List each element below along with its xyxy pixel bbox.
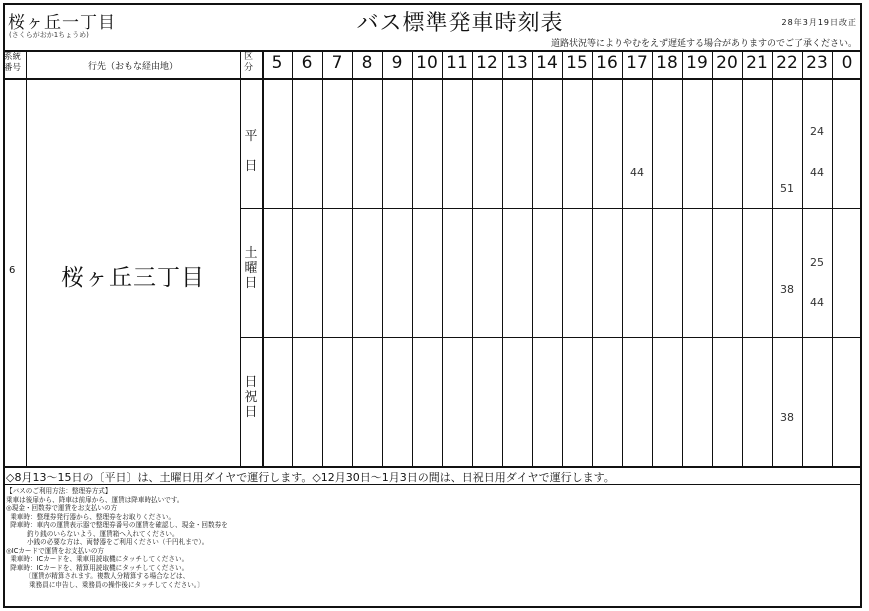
page-title: バス標準発車時刻表 [356, 11, 564, 36]
hour-header: 18 [656, 53, 678, 73]
hour-header: 13 [506, 53, 528, 73]
operation-notice: ◇8月13～15日の〔平日〕は、土曜日用ダイヤで運行します。◇12月30日～1月3日の間は、日祝日用ダイヤで運行します。 [6, 471, 615, 484]
hour-header: 23 [806, 53, 828, 73]
instruction-line: ◎現金・回数券で運賃をお支払いの方 [6, 504, 118, 513]
usage-instructions [6, 487, 228, 590]
departure-time: 51 [780, 182, 794, 195]
revision-date: 28年3月19日改正 [781, 18, 857, 27]
hour-header: 22 [776, 53, 798, 73]
day-type-label: 平日 [244, 129, 258, 174]
departure-time: 44 [630, 166, 644, 179]
hour-header: 11 [446, 53, 468, 73]
instruction-line: 【バスのご利用方法：整理券方式】 [6, 487, 112, 495]
day-type-label: 土曜日 [244, 246, 258, 291]
departure-time: 25 [810, 256, 824, 269]
instruction-line: ◎ICカードで運賃をお支払いの方 [6, 546, 105, 555]
hour-header: 15 [566, 53, 588, 73]
day-type-label: 日祝日 [244, 375, 258, 420]
hour-header: 17 [626, 53, 648, 73]
hour-header: 9 [391, 53, 403, 73]
hour-header: 10 [416, 53, 438, 73]
instruction-line: 小銭の必要な方は、両替器をご利用ください（千円札まで）。 [6, 538, 209, 547]
route-number: 6 [9, 265, 16, 276]
instruction-line: 釣り銭のいらないよう、運賃箱へ入れてください。 [6, 529, 179, 538]
hour-header: 7 [331, 53, 343, 73]
instruction-line: 乗車は後扉から、降車は前扉から、運賃は降車時払いです。 [6, 495, 184, 504]
destination-header: 行先（おもな経由地） [87, 62, 178, 72]
instruction-line: 降車時：ICカードを、精算用読取機にタッチしてください。 [6, 563, 189, 572]
stop-reading: (さくらがおか1ちょうめ) [9, 31, 89, 39]
departure-time: 44 [810, 296, 824, 309]
departure-time: 38 [780, 283, 794, 296]
stop-name: 桜ヶ丘一丁目 [8, 13, 116, 33]
delay-notice: 道路状況等によりやむをえず遅延する場合がありますのでご了承ください。 [550, 39, 857, 49]
route-destination: 桜ヶ丘三丁目 [61, 265, 205, 291]
hour-header: 6 [301, 53, 313, 73]
category-header: 区分 [244, 52, 254, 73]
hour-header: 19 [686, 53, 708, 73]
instruction-line: 〔運賃が精算されます。複数人分精算する場合などは、 [6, 572, 190, 581]
hour-header: 0 [841, 53, 853, 73]
departure-time: 38 [780, 411, 794, 424]
hour-header: 8 [361, 53, 373, 73]
hour-header: 5 [271, 53, 283, 73]
departure-time: 24 [810, 125, 824, 138]
instruction-line: 乗車時：ICカードを、乗車用読取機にタッチしてください。 [6, 555, 189, 564]
route-no-header: 系統番号 [4, 52, 22, 73]
hour-header: 14 [536, 53, 558, 73]
instruction-line: 乗務員に申告し、乗務員の操作後にタッチしてください。〕 [6, 581, 204, 590]
departure-time: 44 [810, 166, 824, 179]
instruction-line: 降車時：車内の運賃表示器で整理券番号の運賃を確認し、現金・回数券を [6, 521, 228, 530]
hour-header: 21 [746, 53, 768, 73]
hour-header: 20 [716, 53, 738, 73]
hour-header: 12 [476, 53, 498, 73]
hour-header: 16 [596, 53, 618, 73]
instruction-line: 乗車時：整理券発行器から、整理券をお取りください。 [6, 512, 176, 521]
